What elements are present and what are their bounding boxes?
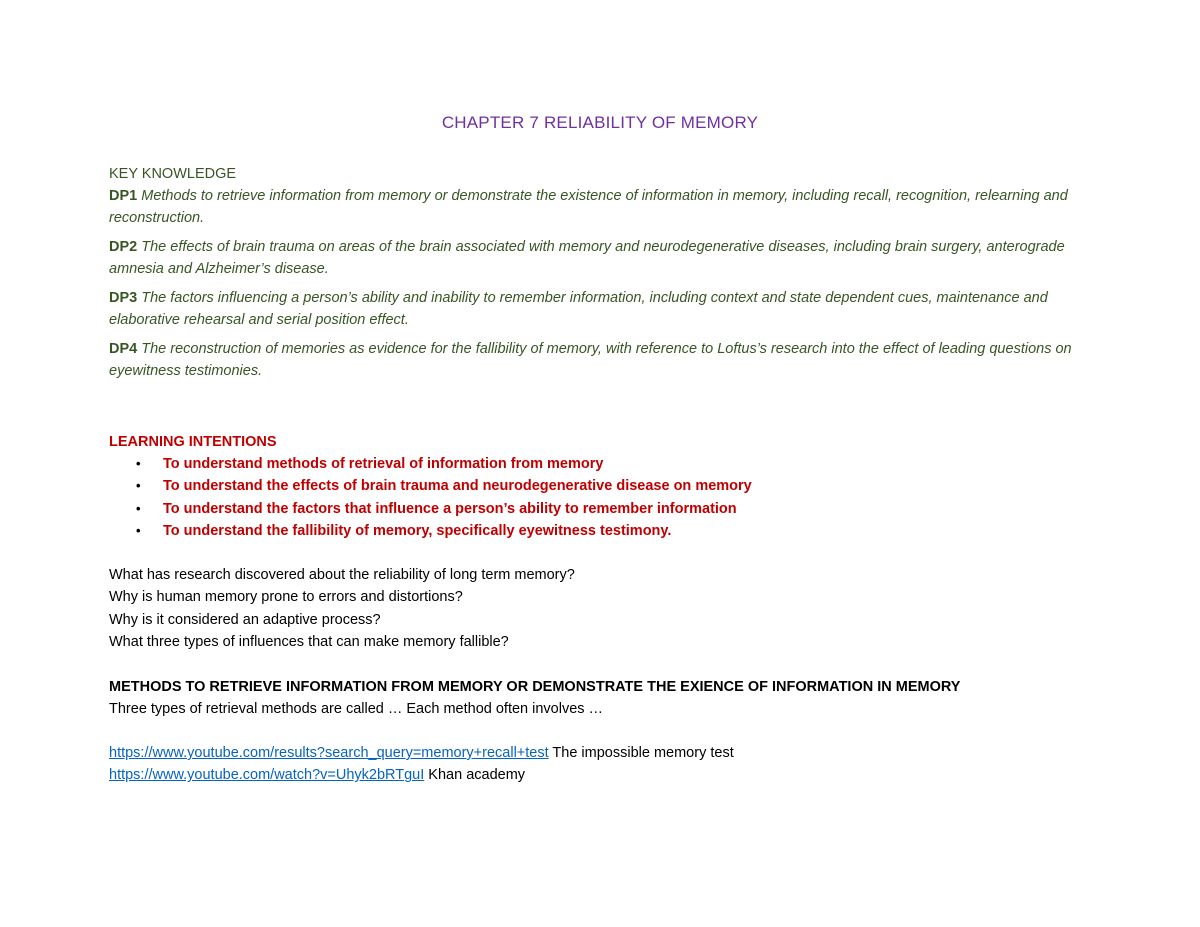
link-label: The impossible memory test: [552, 745, 734, 761]
link-line: [109, 764, 734, 786]
link-label: Khan academy: [428, 767, 526, 784]
dp-text: The effects of brain trauma on areas of the brain associated with memory and neurodegenerative diseases, including brain surgery, anterograde amnesia and Alzheimer’s disease.: [109, 239, 1065, 277]
learning-intentions-list: [109, 453, 1099, 542]
dp-code: DP1: [109, 188, 138, 204]
bullet-icon: •: [136, 500, 141, 516]
methods-section: [109, 676, 960, 721]
list-item-text: To understand methods of retrieval of information from memory: [163, 456, 604, 472]
page-title: CHAPTER 7 RELIABILITY OF MEMORY: [441, 113, 759, 132]
dp-code: DP4: [109, 341, 138, 357]
dp-item: [109, 338, 1099, 382]
dp-code: DP2: [109, 239, 138, 255]
list-item: [109, 453, 1099, 475]
question-line: Why is it considered an adaptive process?: [109, 611, 381, 628]
dp-text: The reconstruction of memories as evidence for the fallibility of memory, with reference to Loftus’s research into the effect of leading questions on eyewitness testimonies.: [109, 341, 1072, 379]
learning-intentions-heading: LEARNING INTENTIONS: [109, 434, 277, 450]
list-item: [109, 498, 1099, 520]
key-knowledge-section: [109, 163, 1099, 389]
links-section: [109, 742, 734, 787]
key-knowledge-heading: KEY KNOWLEDGE: [109, 166, 237, 182]
methods-heading: METHODS TO RETRIEVE INFORMATION FROM MEMORY OR DEMONSTRATE THE EXIENCE OF INFORMATION IN MEMORY: [109, 679, 961, 695]
dp-item: [109, 287, 1099, 331]
bullet-icon: •: [136, 478, 141, 494]
dp-item: [109, 185, 1099, 229]
youtube-link[interactable]: https://www.youtube.com/results?search_query=memory+recall+test: [109, 745, 549, 761]
question-line: What three types of influences that can make memory fallible?: [109, 633, 509, 650]
questions-section: [109, 564, 575, 653]
list-item-text: To understand the fallibility of memory, specifically eyewitness testimony.: [163, 522, 672, 539]
dp-item: [109, 236, 1099, 280]
question-line: Why is human memory prone to errors and distortions?: [109, 589, 463, 606]
methods-line: Three types of retrieval methods are called … Each method often involves …: [109, 701, 604, 718]
list-item: [109, 475, 1099, 497]
youtube-link[interactable]: https://www.youtube.com/watch?v=Uhyk2bRTguI: [109, 767, 425, 784]
list-item-text: To understand the effects of brain trauma and neurodegenerative disease on memory: [163, 478, 752, 495]
list-item-text: To understand the factors that influence a person’s ability to remember information: [163, 500, 737, 517]
bullet-icon: •: [136, 522, 141, 538]
dp-text: The factors influencing a person’s ability and inability to remember information, including context and state dependent cues, maintenance and elaborative rehearsal and serial position effect.: [109, 290, 1048, 328]
bullet-icon: •: [136, 456, 141, 471]
learning-intentions-section: [109, 431, 1099, 542]
link-line: [109, 742, 734, 764]
dp-text: Methods to retrieve information from memory or demonstrate the existence of information in memory, including recall, recognition, relearning and reconstruction.: [109, 188, 1068, 226]
list-item: [109, 520, 1099, 542]
dp-code: DP3: [109, 290, 138, 306]
question-line: What has research discovered about the reliability of long term memory?: [109, 567, 575, 583]
